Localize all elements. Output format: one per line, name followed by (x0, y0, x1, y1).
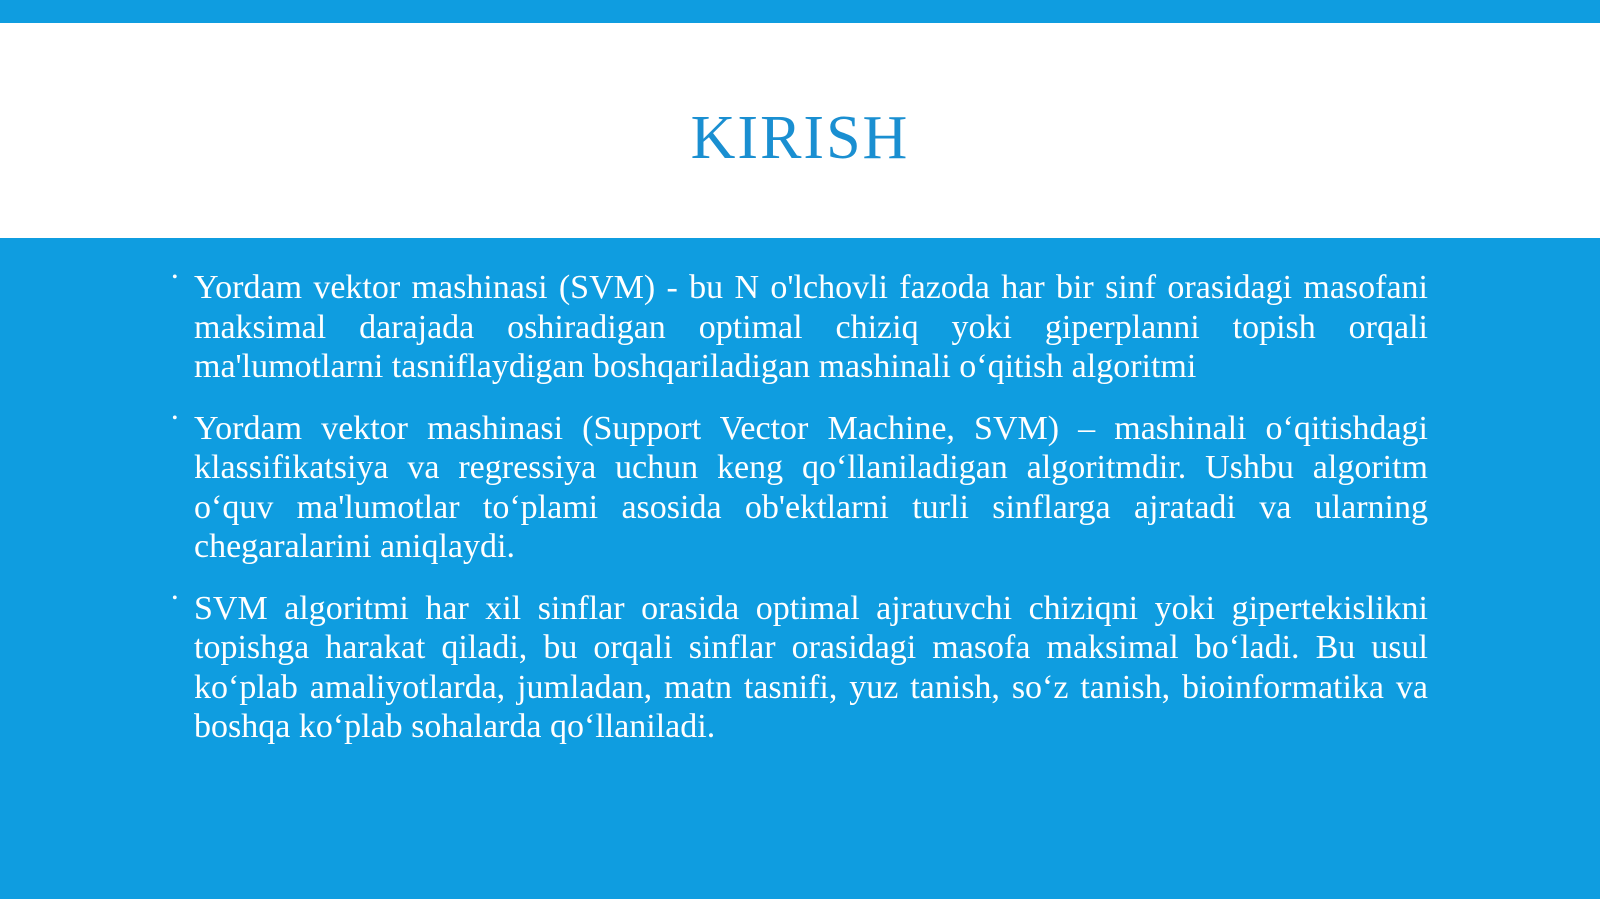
bullet-item (172, 268, 1428, 387)
top-accent-bar (0, 0, 1600, 23)
bullet-list (172, 268, 1428, 747)
bullet-item (172, 409, 1428, 567)
bullet-dot-icon: • (172, 589, 178, 607)
bullet-text: Yordam vektor mashinasi (SVM) - bu N o'lchovli fazoda har bir sinf orasidagi masofani maksimal darajada oshiradigan optimal chiziq yoki giperplanni topish orqali ma'lumotlarni tasniflaydigan boshqariladigan mashinali o‘qitish algoritmi (194, 269, 1428, 385)
bullet-item (172, 589, 1428, 747)
bullet-dot-icon: • (172, 409, 178, 427)
slide-content (172, 268, 1428, 769)
title-band (0, 23, 1600, 238)
bullet-text: SVM algoritmi har xil sinflar orasida optimal ajratuvchi chiziqni yoki gipertekislikni topishga harakat qiladi, bu orqali sinflar orasidagi masofa maksimal bo‘ladi. Bu usul ko‘plab amaliyotlarda, jumladan, matn tasnifi, yuz tanish, so‘z tanish, bioinformatika va boshqa ko‘plab sohalarda qo‘llaniladi. (194, 589, 1428, 745)
bullet-dot-icon: • (172, 269, 178, 286)
slide-title: KIRISH (690, 103, 910, 172)
bullet-text: Yordam vektor mashinasi (Support Vector Machine, SVM) – mashinali o‘qitishdagi klassifikatsiya va regressiya uchun keng qo‘llaniladigan algoritmdir. Ushbu algoritm o‘quv ma'lumotlar to‘plami asosida ob'ektlarni turli sinflarga ajratadi va ularning chegaralarini aniqlaydi. (194, 409, 1428, 565)
